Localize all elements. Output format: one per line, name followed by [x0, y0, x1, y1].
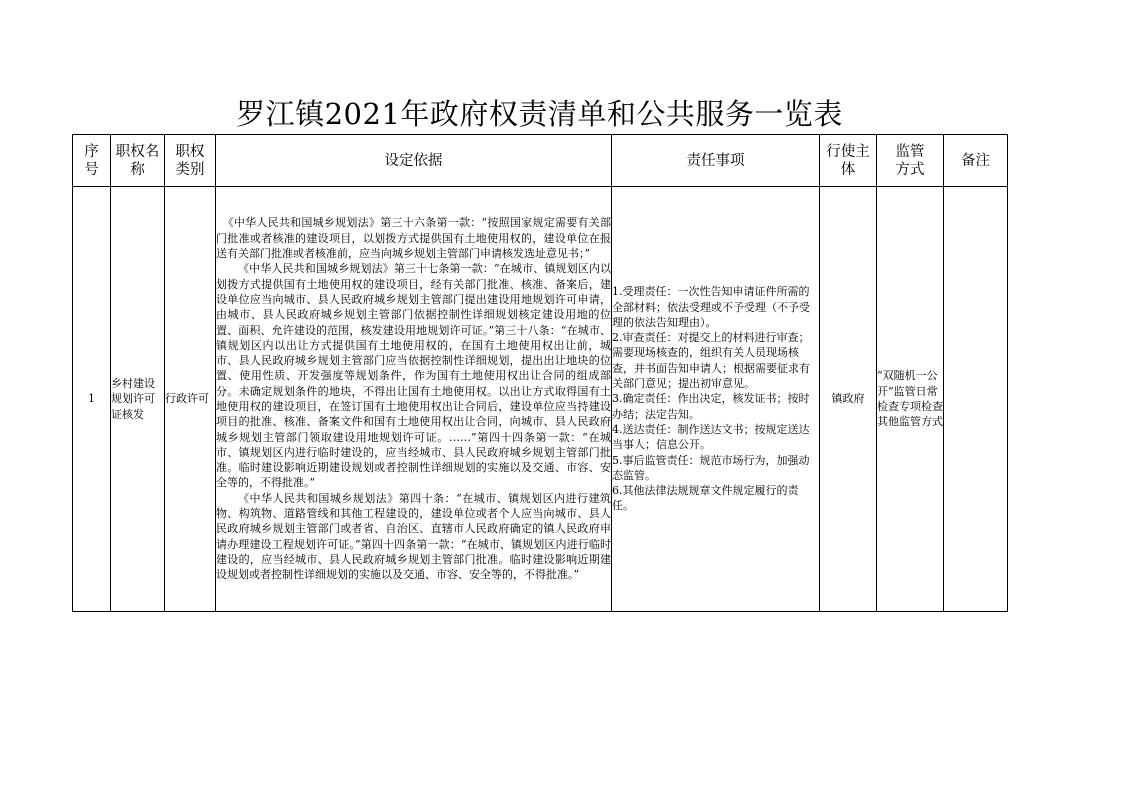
cell-name: 乡村建设规划许可证核发 [111, 187, 165, 612]
header-basis: 设定依据 [216, 135, 612, 187]
table-row [73, 187, 1008, 612]
header-subject: 行使主体 [820, 135, 877, 187]
responsibility-item: 1.受理责任：一次性告知申请证件所需的全部材料；依法受理或不予受理（不予受理的依法告知理由）。 [612, 285, 810, 329]
header-supervision: 监管方式 [877, 135, 944, 187]
header-seq: 序号 [73, 135, 111, 187]
cell-seq: 1 [73, 187, 111, 612]
cell-remark [944, 187, 1008, 612]
basis-paragraph: 《中华人民共和国城乡规划法》第三十六条第一款：“按照国家规定需要有关部门批准或者核准的建设项目，以划拨方式提供国有土地使用权的，建设单位在报送有关部门批准或者核准前，应当向城乡规划主管部门申请核发选址意见书；” [216, 216, 611, 261]
responsibility-item: 6.其他法律法规规章文件规定履行的责任。 [612, 484, 799, 513]
header-remark: 备注 [944, 135, 1008, 187]
responsibility-item: 5.事后监管责任：规范市场行为，加强动态监管。 [612, 453, 810, 482]
power-list-table [72, 134, 1008, 612]
header-category: 职权类别 [165, 135, 216, 187]
cell-basis [216, 187, 612, 612]
cell-responsibility [612, 187, 820, 612]
page-title: 罗江镇2021年政府权责清单和公共服务一览表 [236, 97, 843, 131]
cell-category: 行政许可 [165, 187, 216, 612]
basis-paragraph: 《中华人民共和国城乡规划法》第三十七条第一款：“在城市、镇规划区内以划拨方式提供国有土地使用权的建设项目，经有关部门批准、核准、备案后，建设单位应当向城市、县人民政府城乡规划主管部门提出建设用地规划许可申请，由城市、县人民政府城乡规划主管部门依据控制性详细规划核定建设用地的位置、面积、允许建设的范围，核发建设用地规划许可证。”第三十八条：“在城市、镇规划区内以出让方式提供国有土地使用权的，在国有土地使用权出让前，城市、县人民政府城乡规划主管部门应当依据控制性详细规划，提出出让地块的位置、使用性质、开发强度等规划条件，作为国有土地使用权出让合同的组成部分。未确定规划条件的地块，不得出让国有土地使用权。以出让方式取得国有土地使用权的建设项目，在签订国有土地使用权出让合同后，建设单位应当持建设项目的批准、核准、备案文件和国有土地使用权出让合同，向城市、县人民政府城乡规划主管部门领取建设用地规划许可证。……”第四十四条第一款：“在城市、镇规划区内进行临时建设的，应当经城市、县人民政府城乡规划主管部门批准。临时建设影响近期建设规划或者控制性详细规划的实施以及交通、市容、安全等的，不得批准。” [216, 262, 611, 490]
responsibility-item: 2.审查责任：对提交上的材料进行审查；需要现场核查的，组织有关人员现场核查，并书面告知申请人；根据需要征求有关部门意见；提出初审意见。 [612, 331, 810, 391]
basis-paragraph: 《中华人民共和国城乡规划法》第四十条：“在城市、镇规划区内进行建筑物、构筑物、道路管线和其他工程建设的，建设单位或者个人应当向城市、县人民政府城乡规划主管部门或者省、自治区、直辖市人民政府确定的镇人民政府申请办理建设工程规划许可证。”第四十四条第一款：“在城市、镇规划区内进行临时建设的，应当经城市、县人民政府城乡规划主管部门批准。临时建设影响近期建设规划或者控制性详细规划的实施以及交通、市容、安全等的，不得批准。” [216, 491, 611, 582]
responsibility-item: 4.送达责任：制作送达文书；按规定送达当事人；信息公开。 [612, 422, 810, 452]
cell-supervision: “双随机一公开”监管日常检查专项检查其他监管方式 [877, 187, 944, 612]
header-responsibility: 责任事项 [612, 135, 820, 187]
header-name: 职权名称 [111, 135, 165, 187]
header-row [73, 135, 1008, 187]
responsibility-item: 3.确定责任：作出决定，核发证书；按时办结；法定告知。 [612, 392, 810, 421]
cell-subject: 镇政府 [820, 187, 877, 612]
